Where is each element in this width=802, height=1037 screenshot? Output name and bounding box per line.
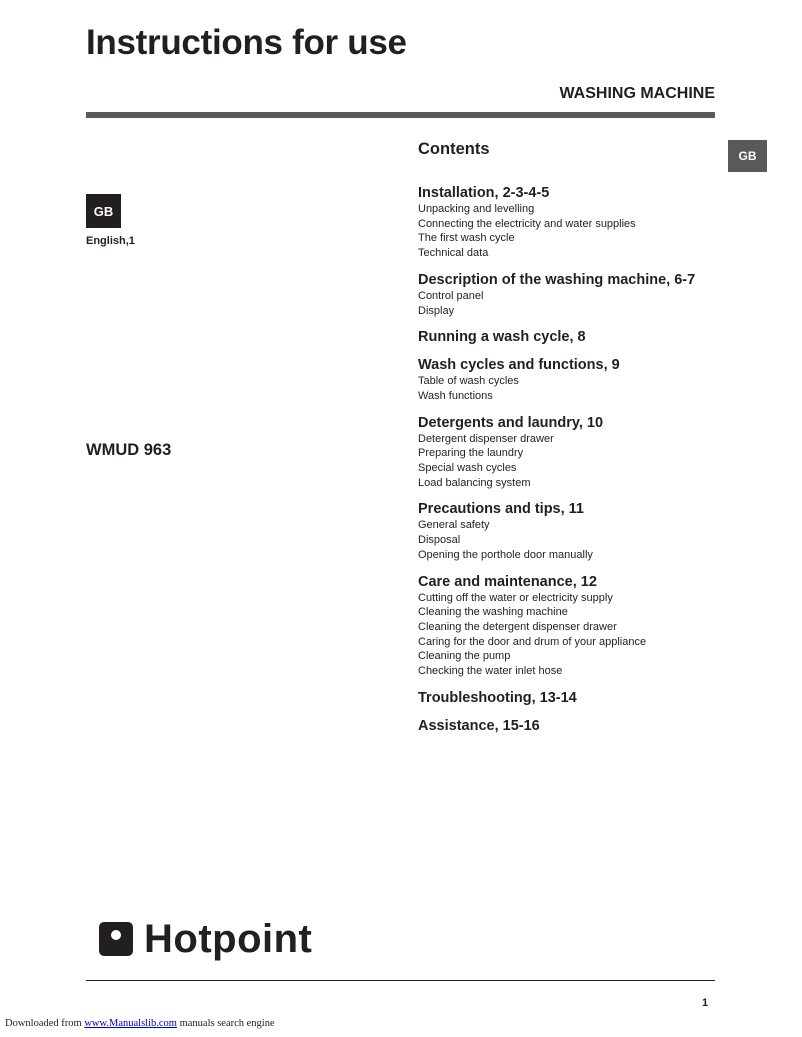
download-suffix: manuals search engine [179,1018,275,1029]
toc-section-title[interactable]: Precautions and tips, 11 [418,501,584,518]
footer-divider [86,980,715,981]
toc-item[interactable]: Cutting off the water or electricity supply [418,591,613,604]
download-notice [5,1018,275,1029]
toc-section [418,574,738,679]
toc-item[interactable]: Checking the water inlet hose [418,665,563,678]
toc-section-title[interactable]: Installation, 2-3-4-5 [418,185,550,201]
toc-item[interactable]: Load balancing system [418,476,531,489]
table-of-contents [418,185,738,746]
toc-section [418,718,738,735]
toc-section-title[interactable]: Running a wash cycle, 8 [418,329,586,346]
toc-item[interactable]: Caring for the door and drum of your appliance [418,635,647,648]
toc-section [418,272,738,318]
toc-item[interactable]: Cleaning the washing machine [418,606,568,619]
toc-section-title[interactable]: Wash cycles and functions, 9 [418,357,620,374]
toc-item[interactable]: Display [418,304,455,317]
toc-item[interactable]: Technical data [418,247,489,260]
language-label: English,1 [86,235,135,247]
toc-item[interactable]: Control panel [418,289,484,302]
header-divider [86,112,715,118]
contents-heading: Contents [418,140,490,158]
hotpoint-logo-icon [99,922,133,956]
toc-section [418,357,738,403]
toc-item[interactable]: Special wash cycles [418,462,517,475]
language-side-tab: GB [728,140,767,172]
toc-section [418,690,738,707]
toc-section [418,185,738,261]
document-subtitle: WASHING MACHINE [559,85,715,102]
toc-item[interactable]: The first wash cycle [418,232,515,245]
toc-item[interactable]: Connecting the electricity and water supplies [418,217,636,230]
download-prefix: Downloaded from [5,1018,82,1029]
model-number: WMUD 963 [86,441,172,459]
toc-section-title[interactable]: Description of the washing machine, 6-7 [418,271,696,288]
language-badge: GB [86,194,121,228]
toc-section-title[interactable]: Troubleshooting, 13-14 [418,689,577,706]
toc-item[interactable]: Cleaning the detergent dispenser drawer [418,620,617,633]
toc-section-title[interactable]: Assistance, 15-16 [418,717,540,734]
toc-item[interactable]: Table of wash cycles [418,375,519,388]
toc-item[interactable]: Disposal [418,534,461,547]
toc-section [418,501,738,562]
toc-item[interactable]: General safety [418,519,490,532]
page-number: 1 [702,997,709,1009]
toc-item[interactable]: Preparing the laundry [418,447,524,460]
page-title: Instructions for use [86,23,407,62]
toc-section [418,329,738,346]
toc-item[interactable]: Detergent dispenser drawer [418,432,554,445]
hotpoint-wordmark: Hotpoint [144,917,313,961]
hotpoint-logo [99,917,312,961]
toc-section-title[interactable]: Detergents and laundry, 10 [418,414,604,431]
toc-section [418,415,738,491]
toc-section-title[interactable]: Care and maintenance, 12 [418,573,597,590]
manualslib-link[interactable]: www.Manualslib.com [84,1018,177,1029]
toc-item[interactable]: Opening the porthole door manually [418,548,593,561]
toc-item[interactable]: Cleaning the pump [418,650,511,663]
toc-item[interactable]: Wash functions [418,389,493,402]
toc-item[interactable]: Unpacking and levelling [418,203,535,215]
